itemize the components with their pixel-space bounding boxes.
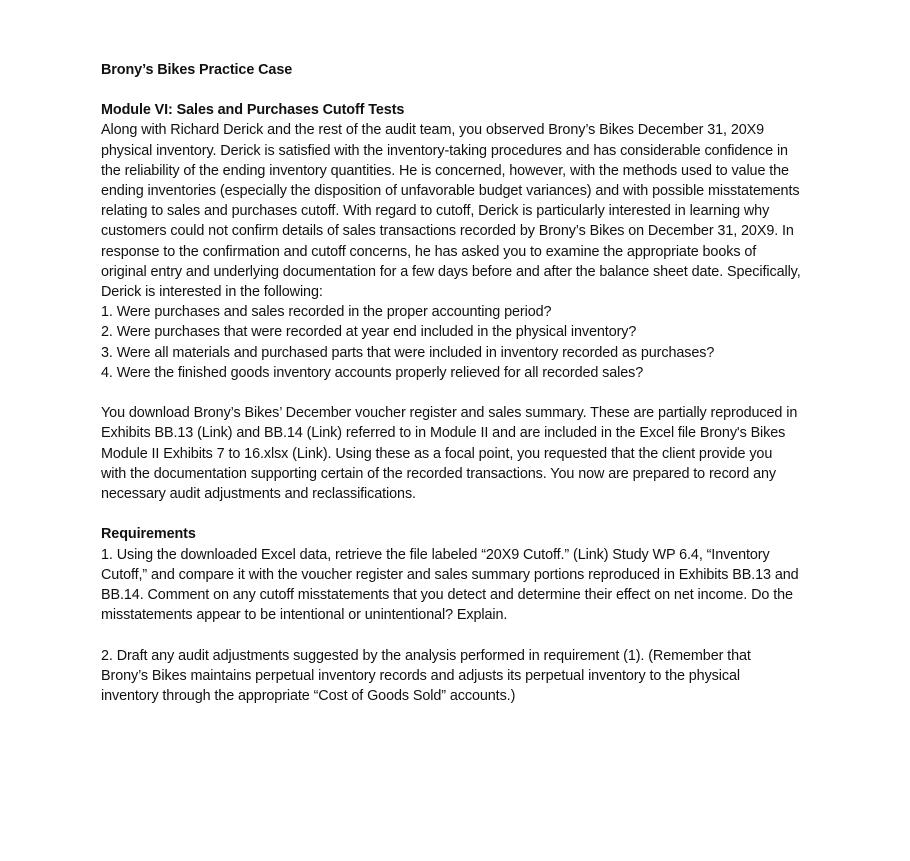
document-body xyxy=(101,60,801,706)
paragraph-spacer xyxy=(101,383,801,403)
paragraph-spacer xyxy=(101,504,801,524)
requirements-heading: Requirements xyxy=(101,526,196,543)
download-paragraph: You download Brony’s Bikes’ December voucher register and sales summary. These are partially reproduced in Exhibits BB.13 (Link) and BB.14 (Link) referred to in Module II and are included in the Excel file Brony's Bikes Module II Exhibits 7 to 16.xlsx (Link). Using these as a focal point, you requested that the client provide you with the documentation supporting certain of the recorded transactions. You now are prepared to record any necessary audit adjustments and reclassifications. xyxy=(101,405,798,503)
question-list xyxy=(101,302,801,383)
question-item: 3. Were all materials and purchased parts that were included in inventory recorded as purchases? xyxy=(101,344,715,361)
requirement-1: 1. Using the downloaded Excel data, retrieve the file labeled “20X9 Cutoff.” (Link) Study WP 6.4, “Inventory Cutoff,” and compare it with the voucher register and sales summary portions reproduced in Exhibits BB.13 and BB.14. Comment on any cutoff misstatements that you detect and determine their effect on net income. Do the misstatements appear to be intentional or unintentional? Explain. xyxy=(101,546,799,624)
paragraph-spacer xyxy=(101,625,801,645)
module-heading: Module VI: Sales and Purchases Cutoff Tests xyxy=(101,102,405,119)
intro-paragraph: Along with Richard Derick and the rest of the audit team, you observed Brony’s Bikes December 31, 20X9 physical inventory. Derick is satisfied with the inventory-taking procedures and has considerable confidence in the reliability of the ending inventory quantities. He is concerned, however, with the methods used to value the ending inventories (especially the disposition of unfavorable budget variances) and with possible misstatements relating to sales and purchases cutoff. With regard to cutoff, Derick is particularly interested in learning why customers could not confirm details of sales transactions recorded by Brony’s Bikes on December 31, 20X9. In response to the confirmation and cutoff concerns, he has asked you to examine the appropriate books of original entry and underlying documentation for a few days before and after the balance sheet date. Specifically, Derick is interested in the following: xyxy=(101,122,801,301)
document-title: Brony’s Bikes Practice Case xyxy=(101,62,293,78)
question-item: 1. Were purchases and sales recorded in the proper accounting period? xyxy=(101,304,552,321)
question-item: 2. Were purchases that were recorded at year end included in the physical inventory? xyxy=(101,324,637,341)
requirement-2: 2. Draft any audit adjustments suggested by the analysis performed in requirement (1). (Remember that Brony’s Bikes maintains perpetual inventory records and adjusts its perpetual inventory to the physical inventory through the appropriate “Cost of Goods Sold” accounts.) xyxy=(101,647,751,705)
question-item: 4. Were the finished goods inventory accounts properly relieved for all recorded sales? xyxy=(101,364,644,381)
